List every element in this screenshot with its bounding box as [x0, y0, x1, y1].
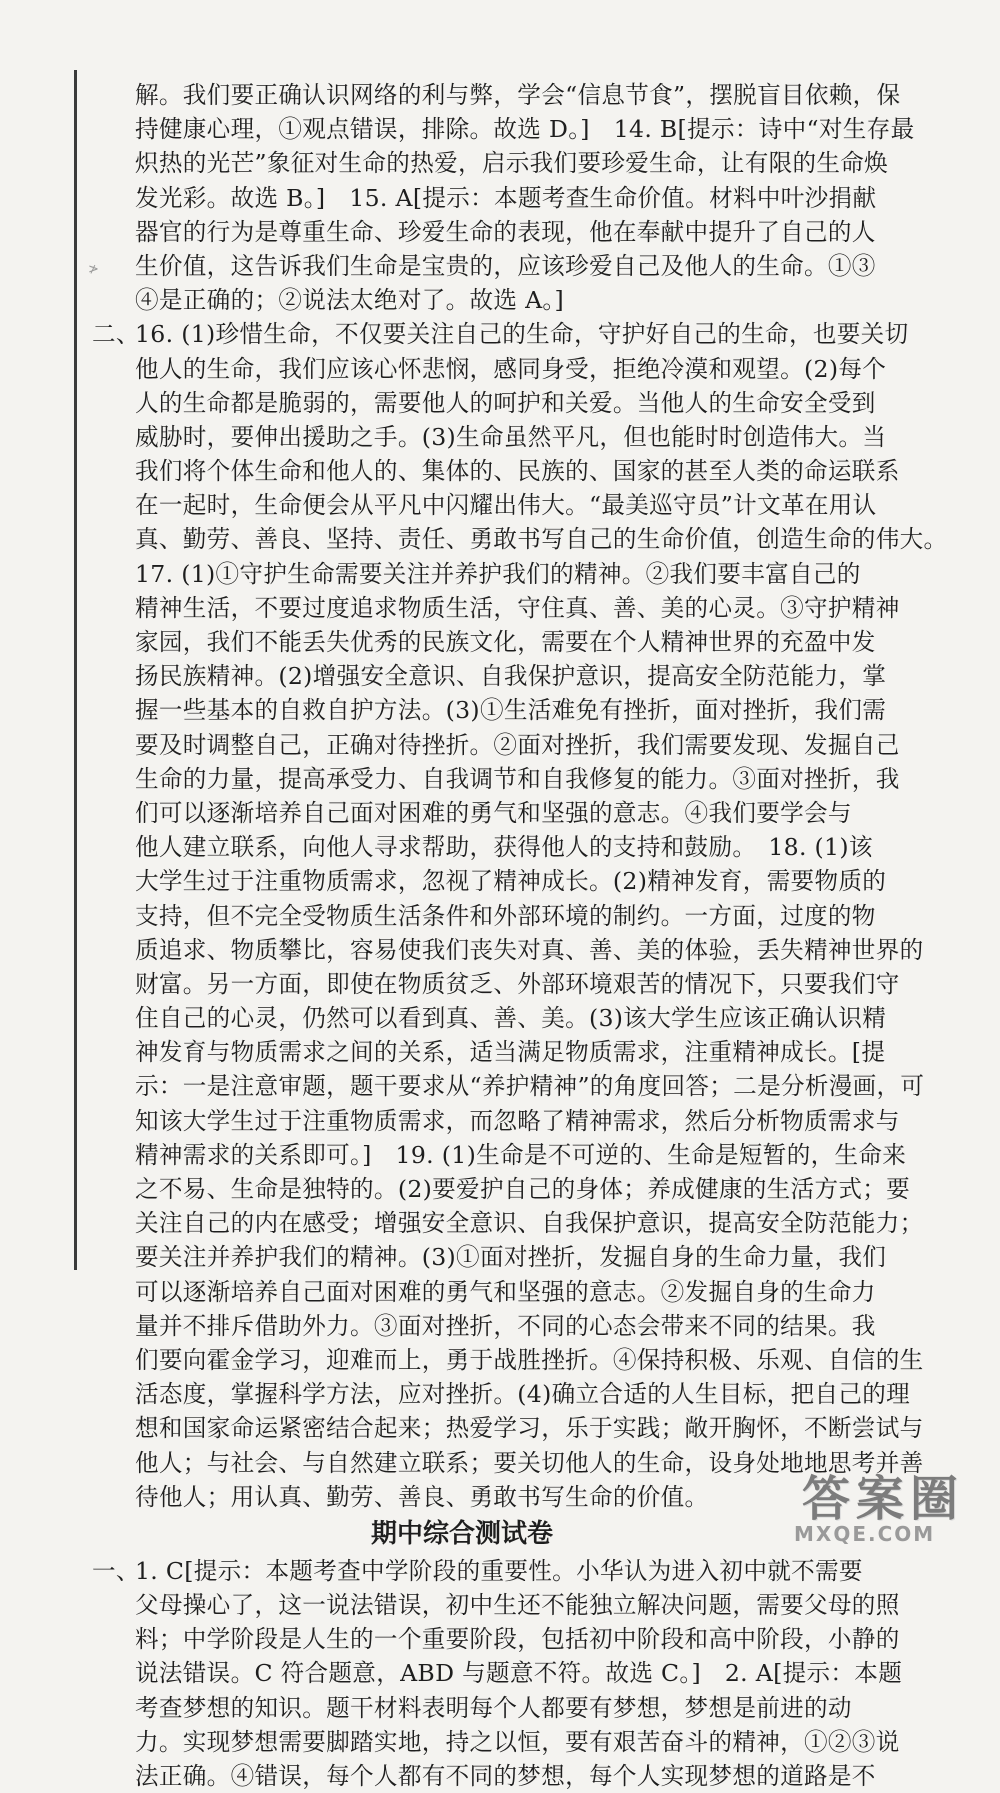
text-line: 说法错误。C 符合题意，ABD 与题意不符。故选 C。] 2. A[提示：本题 [135, 1659, 903, 1688]
text-line: 精神需求的关系即可。] 19. (1)生命是不可逆的、生命是短暂的，生命来 [135, 1140, 907, 1169]
text-line: 发光彩。故选 B。] 15. A[提示：本题考查生命价值。材料中叶沙捐献 [135, 183, 877, 212]
text-line: 住自己的心灵，仍然可以看到真、善、美。(3)该大学生应该正确认识精 [135, 1004, 887, 1033]
text-line: 威胁时，要伸出援助之手。(3)生命虽然平凡，但也能时时创造伟大。当 [135, 422, 887, 451]
text-line: 考查梦想的知识。题干材料表明每个人都要有梦想，梦想是前进的动 [135, 1693, 852, 1722]
line-text: 16. (1)珍惜生命，不仅要关注自己的生命，守护好自己的生命，也要关切 [135, 320, 909, 349]
section-label: 一、 [92, 1556, 140, 1585]
text-line: 他人；与社会、与自然建立联系；要关切他人的生命，设身处地地思考并善 [135, 1448, 924, 1477]
text-line: 17. (1)①守护生命需要关注并养护我们的精神。②我们要丰富自己的 [135, 559, 861, 588]
text-line: 器官的行为是尊重生命、珍爱生命的表现，他在奉献中提升了自己的人 [135, 217, 876, 246]
text-line [92, 1554, 863, 1588]
text-line: 支持，但不完全受物质生活条件和外部环境的制约。一方面，过度的物 [135, 901, 876, 930]
text-line: 力。实现梦想需要脚踏实地，持之以恒，要有艰苦奋斗的精神，①②③说 [135, 1727, 900, 1756]
text-line: 家园，我们不能丢失优秀的民族文化，需要在个人精神世界的充盈中发 [135, 628, 876, 656]
text-line: 握一些基本的自救自护方法。(3)①生活难免有挫折，面对挫折，我们需 [135, 696, 887, 725]
margin-rule [74, 70, 77, 1270]
text-line: 们可以逐渐培养自己面对困难的勇气和坚强的意志。④我们要学会与 [135, 798, 852, 827]
text-line: 财富。另一方面，即使在物质贫乏、外部环境艰苦的情况下，只要我们守 [135, 969, 900, 998]
section-label: 二、 [92, 320, 140, 349]
text-line: 待他人；用认真、勤劳、善良、勇敢书写生命的价值。 [135, 1482, 709, 1511]
text-line: 精神生活，不要过度追求物质生活，守住真、善、美的心灵。③守护精神 [135, 593, 900, 622]
watermark-url: MXQE.COM [794, 1522, 936, 1546]
text-line [92, 317, 909, 351]
text-line: 他人建立联系，向他人寻求帮助，获得他人的支持和鼓励。 18. (1)该 [135, 833, 873, 862]
text-line: 量并不排斥借助外力。③面对挫折，不同的心态会带来不同的结果。我 [135, 1311, 876, 1340]
text-line: 料；中学阶段是人生的一个重要阶段，包括初中阶段和高中阶段，小静的 [135, 1625, 900, 1654]
text-line: 生命的力量，提高承受力、自我调节和自我修复的能力。③面对挫折，我 [135, 764, 900, 793]
text-line: 扬民族精神。(2)增强安全意识、自我保护意识，提高安全防范能力，掌 [135, 662, 887, 691]
text-line: 在一起时，生命便会从平凡中闪耀出伟大。“最美巡守员”计文革在用认 [135, 491, 877, 520]
text-line: 活态度，掌握科学方法，应对挫折。(4)确立合适的人生目标，把自己的理 [135, 1380, 911, 1409]
text-line: 质追求、物质攀比，容易使我们丧失对真、善、美的体验，丢失精神世界的 [135, 935, 924, 964]
text-line: 真、勤劳、善良、坚持、责任、勇敢书写自己的生命价值，创造生命的伟大。 [135, 525, 948, 554]
text-line: 大学生过于注重物质需求，忽视了精神成长。(2)精神发育，需要物质的 [135, 867, 887, 896]
text-line: 生价值，这告诉我们生命是宝贵的，应该珍爱自己及他人的生命。①③ [135, 251, 876, 280]
text-line: 持健康心理，①观点错误，排除。故选 D。] 14. B[提示：诗中“对生存最 [135, 115, 915, 144]
watermark-logo [788, 1460, 978, 1552]
text-line: 想和国家命运紧密结合起来；热爱学习，乐于实践；敞开胸怀，不断尝试与 [135, 1414, 924, 1443]
text-line: 们要向霍金学习，迎难而上，勇于战胜挫折。④保持积极、乐观、自信的生 [135, 1345, 924, 1374]
text-line: 法正确。④错误，每个人都有不同的梦想，每个人实现梦想的道路是不 [135, 1762, 876, 1790]
text-line: 之不易、生命是独特的。(2)要爱护自己的身体；养成健康的生活方式；要 [135, 1175, 911, 1203]
text-line: 人的生命都是脆弱的，需要他人的呵护和关爱。当他人的生命安全受到 [135, 388, 876, 417]
text-line: 炽热的光芒”象征对生命的热爱，启示我们要珍爱生命，让有限的生命焕 [135, 149, 889, 178]
text-line: 要及时调整自己，正确对待挫折。②面对挫折，我们需要发现、发掘自己 [135, 730, 900, 759]
line-text: 1. C[提示：本题考查中学阶段的重要性。小华认为进入初中就不需要 [135, 1556, 863, 1585]
text-line: 我们将个体生命和他人的、集体的、民族的、国家的甚至人类的命运联系 [135, 457, 900, 486]
text-line: 关注自己的内在感受；增强安全意识、自我保护意识，提高安全防范能力； [135, 1209, 924, 1238]
watermark-text: 答案圈 [802, 1471, 965, 1527]
text-line: 他人的生命，我们应该心怀悲悯，感同身受，拒绝冷漠和观望。(2)每个 [135, 354, 887, 383]
text-line: 示：一是注意审题，题干要求从“养护精神”的角度回答；二是分析漫画，可 [135, 1072, 925, 1101]
text-line: 神发育与物质需求之间的关系，适当满足物质需求，注重精神成长。[提 [135, 1038, 886, 1067]
text-line: 解。我们要正确认识网络的利与弊，学会“信息节食”，摆脱盲目依赖，保 [135, 81, 901, 109]
text-line: 可以逐渐培养自己面对困难的勇气和坚强的意志。②发掘自身的生命力 [135, 1277, 876, 1306]
text-line: 要关注并养护我们的精神。(3)①面对挫折，发掘自身的生命力量，我们 [135, 1243, 887, 1272]
text-line: 知该大学生过于注重物质需求，而忽略了精神需求，然后分析物质需求与 [135, 1106, 900, 1135]
text-line: 父母操心了，这一说法错误，初中生还不能独立解决问题，需要父母的照 [135, 1591, 900, 1620]
margin-mark: ≯ [88, 262, 99, 277]
text-line: ④是正确的；②说法太绝对了。故选 A。] [135, 286, 565, 315]
section-heading: 期中综合测试卷 [370, 1518, 553, 1549]
